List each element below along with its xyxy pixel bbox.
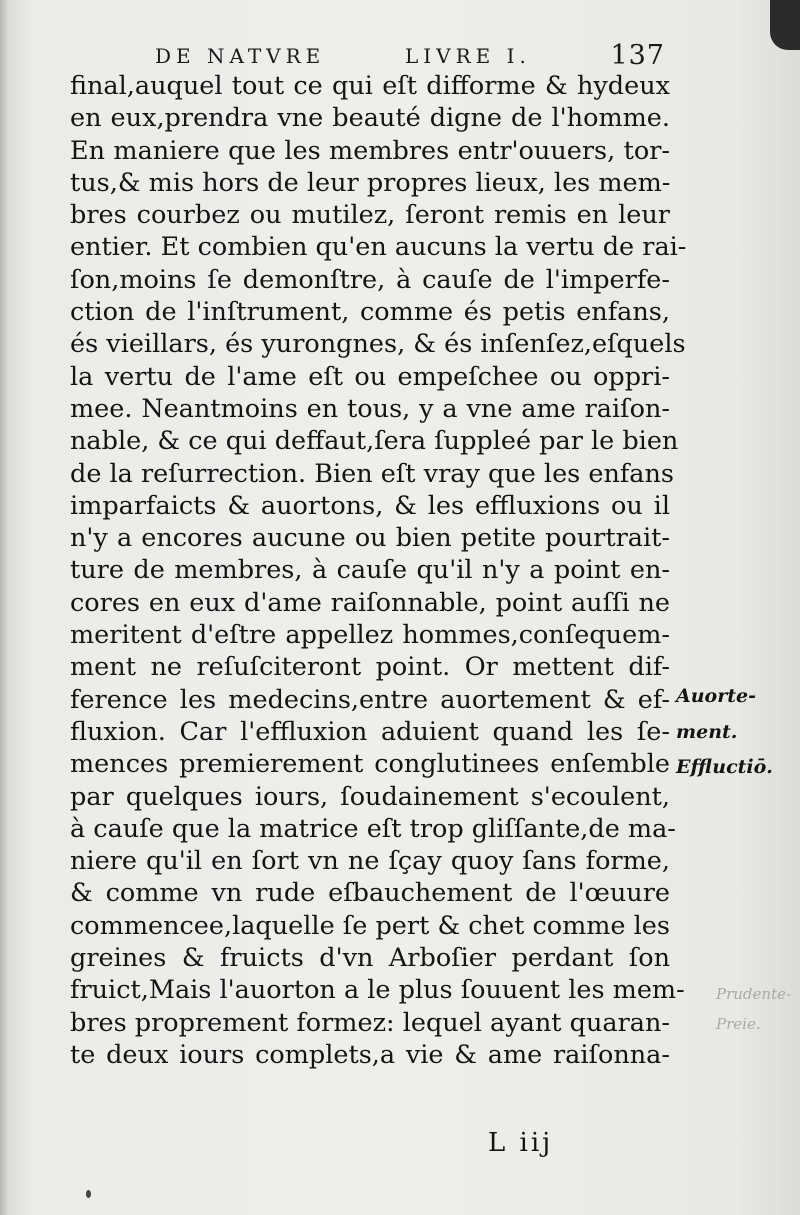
text-line: nable, & ce qui deffaut,ſera ſuppleé par le bien — [70, 426, 679, 457]
text-line: mences premierement conglutinees enſemble — [70, 749, 670, 780]
text-line: bres proprement formez: lequel ayant quaran- — [70, 1007, 671, 1038]
text-line: imparfaicts & auortons, & les effluxions ou il — [70, 490, 670, 521]
running-head-title: DE NATVRE — [155, 44, 326, 68]
text-line: ment ne reſuſciteront point. Or mettent dif- — [70, 652, 670, 683]
text-line: ference les medecins,entre auortement & ef- — [70, 684, 670, 715]
text-line: n'y a encores aucune ou bien petite pourtrait- — [70, 523, 670, 554]
text-line: à cauſe que la matrice eſt trop gliſſante,de ma- — [70, 813, 676, 844]
text-line: ſon,moins ſe demonſtre, à cauſe de l'imperfe- — [70, 264, 670, 295]
text-line: cores en eux d'ame raiſonnable, point auſſi ne — [70, 587, 670, 618]
text-line: fluxion. Car l'effluxion aduient quand les ſe- — [70, 716, 670, 747]
ink-speck — [86, 1190, 91, 1198]
text-line: commencee,laquelle ſe pert & chet comme les — [70, 910, 670, 941]
text-line: la vertu de l'ame eſt ou empeſchee ou oppri- — [70, 361, 670, 392]
text-line: final,auquel tout ce qui eſt difforme & hydeux — [70, 71, 670, 101]
running-head-book: LIVRE I. — [405, 44, 531, 68]
text-line: En maniere que les membres entr'ouuers, tor- — [70, 135, 670, 166]
text-line: entier. Et combien qu'en aucuns la vertu de rai- — [70, 232, 687, 263]
text-line: ction de l'inſtrument, comme és petis enfans, — [70, 297, 670, 328]
body-text — [70, 70, 687, 1071]
bleed-through-note-1: Prudente- — [716, 985, 792, 1003]
text-line: meritent d'eſtre appellez hommes,conſequem- — [70, 620, 670, 651]
text-line: te deux iours complets,a vie & ame raiſonna- — [70, 1039, 670, 1070]
text-line: greines & fruicts d'vn Arboſier perdant ſon — [70, 943, 670, 974]
margin-note-auortement-2: ment. — [676, 721, 738, 743]
text-line: & comme vn rude eſbauchement de l'œuure — [70, 878, 670, 909]
text-line: ture de membres, à cauſe qu'il n'y a point en- — [70, 555, 670, 586]
text-line: en eux,prendra vne beauté digne de l'homme. — [70, 103, 670, 134]
bleed-through-note-2: Preie. — [716, 1015, 761, 1033]
text-line: fruict,Mais l'auorton a le plus ſouuent les mem- — [70, 975, 685, 1006]
page-number: 137 — [610, 40, 665, 71]
margin-note-auortement-1: Auorte- — [676, 685, 756, 707]
signature-mark: L iij — [488, 1128, 554, 1158]
text-line: bres courbez ou mutilez, ſeront remis en leur — [70, 200, 670, 231]
text-line: niere qu'il en ſort vn ne ſçay quoy ſans forme, — [70, 846, 670, 877]
text-line: tus,& mis hors de leur propres lieux, les mem- — [70, 167, 671, 198]
page-gutter-shadow — [0, 0, 10, 1215]
text-line: mee. Neantmoins en tous, y a vne ame raiſon- — [70, 393, 670, 424]
text-line: de la reſurrection. Bien eſt vray que les enfans — [70, 458, 675, 489]
text-line: par quelques iours, ſoudainement s'ecoulent, — [70, 781, 670, 812]
margin-note-effluction: Effluctiō. — [676, 756, 773, 778]
scan-corner-shadow — [770, 0, 800, 50]
text-line: és vieillars, és yurongnes, & és inſenſez,eſquels — [70, 329, 686, 360]
